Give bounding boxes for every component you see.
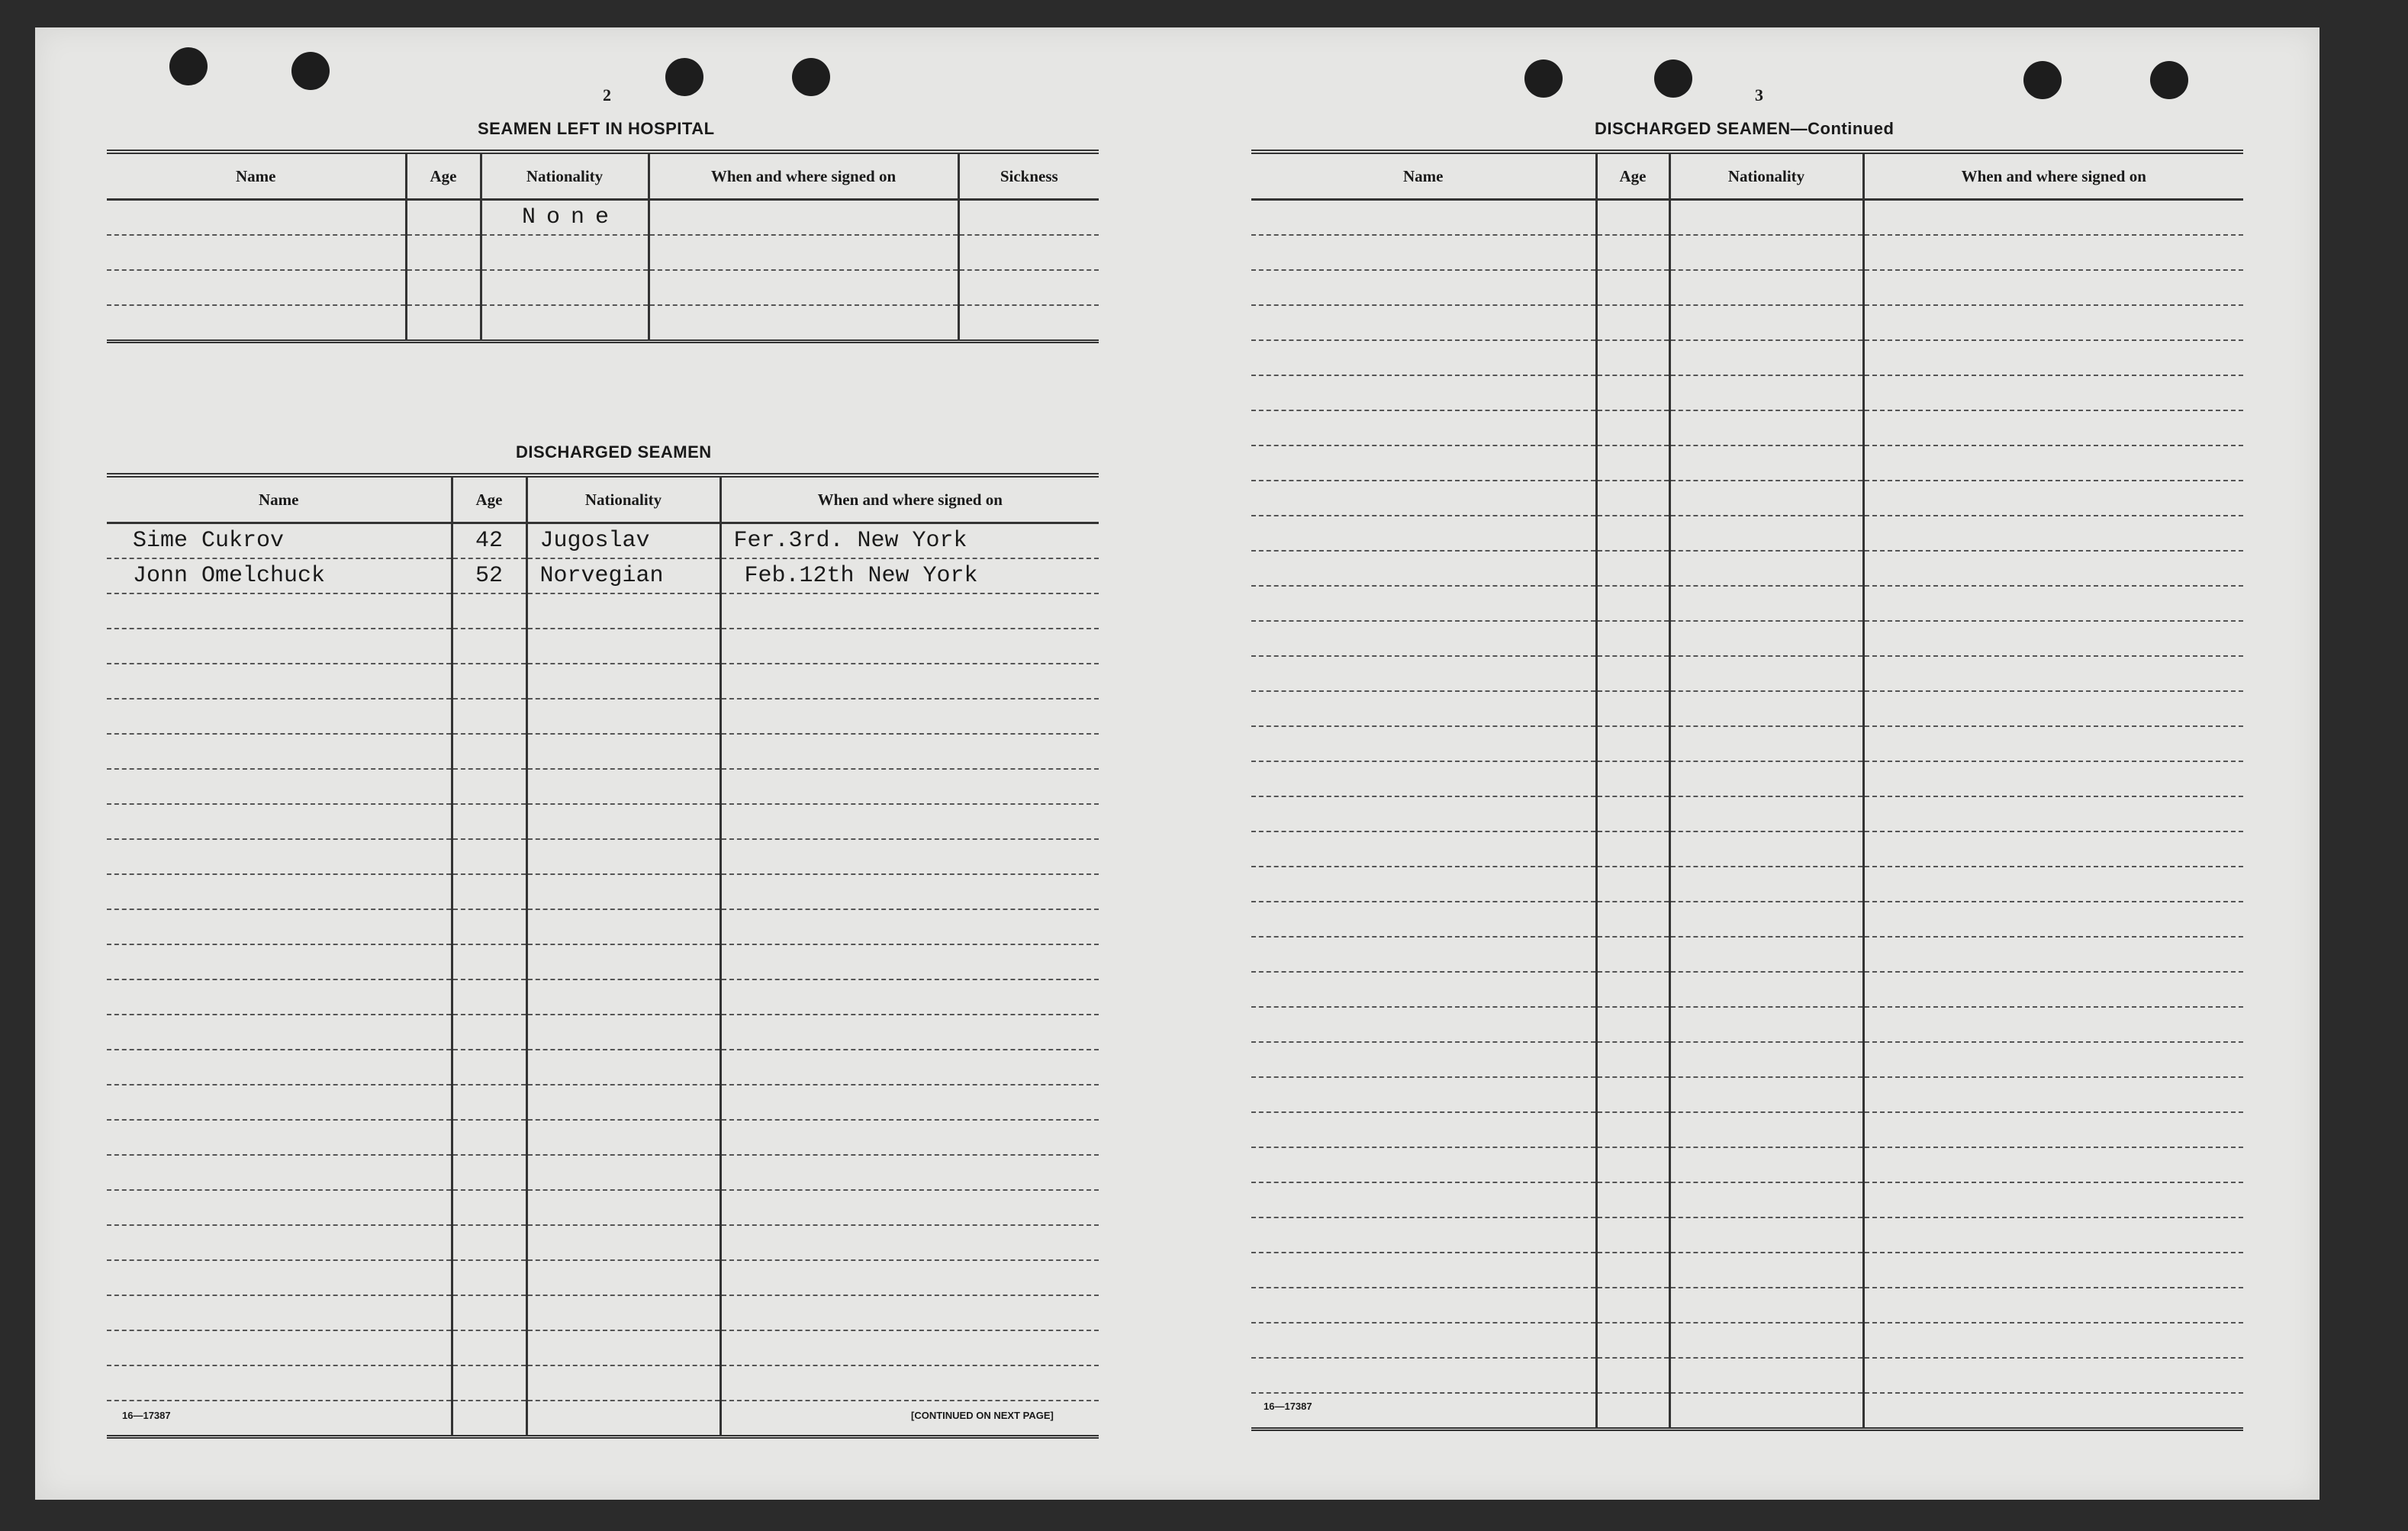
table-row [1251, 410, 2243, 445]
table-row [1251, 621, 2243, 656]
table-row [1251, 1042, 2243, 1077]
column-header: When and where signed on [649, 152, 958, 200]
hospital-table [107, 150, 1099, 343]
table-row [1251, 761, 2243, 796]
table-row [1251, 1007, 2243, 1042]
form-number-right: 16—17387 [1264, 1401, 1312, 1412]
table-row [107, 1015, 1099, 1050]
form-number-left: 16—17387 [122, 1410, 171, 1421]
table-row [107, 944, 1099, 979]
table-row [1251, 305, 2243, 340]
table-row [107, 593, 1099, 629]
seaman-name: Jonn Omelchuck [107, 558, 452, 593]
table-row [1251, 375, 2243, 410]
table-row [1251, 796, 2243, 831]
table-row [107, 1155, 1099, 1190]
page-number-left: 2 [603, 85, 611, 105]
table-row [107, 909, 1099, 944]
column-header: Nationality [526, 475, 720, 523]
punch-hole [291, 52, 330, 90]
hospital-title: SEAMEN LEFT IN HOSPITAL [478, 119, 715, 138]
continued-note: [CONTINUED ON NEXT PAGE] [911, 1410, 1054, 1421]
seaman-age: 52 [452, 558, 526, 593]
discharged-title: DISCHARGED SEAMEN [516, 442, 712, 462]
table-row [107, 1050, 1099, 1085]
seaman-name: Sime Cukrov [107, 523, 452, 559]
column-header: Sickness [958, 152, 1099, 200]
punch-hole [1524, 60, 1563, 98]
discharged-continued-title: DISCHARGED SEAMEN—Continued [1595, 119, 1895, 138]
table-row [107, 523, 1099, 559]
table-row [107, 235, 1099, 270]
column-header: Age [452, 475, 526, 523]
table-row [107, 664, 1099, 699]
table-row [1251, 656, 2243, 691]
table-row [107, 1365, 1099, 1401]
table-row [107, 1295, 1099, 1330]
seaman-signed-on: Feb.12th New York [720, 558, 1099, 593]
table-row [107, 839, 1099, 874]
table-row [1251, 481, 2243, 516]
table-row [107, 979, 1099, 1015]
table-row [1251, 1358, 2243, 1393]
table-row [1251, 867, 2243, 902]
table-row [1251, 270, 2243, 305]
table-row [1251, 1077, 2243, 1112]
table-row [1251, 972, 2243, 1007]
punch-hole [665, 58, 703, 96]
table-row [1251, 1323, 2243, 1358]
table-row [1251, 1393, 2243, 1430]
table-row [107, 1225, 1099, 1260]
column-header: Nationality [481, 152, 649, 200]
punch-hole [169, 47, 208, 85]
none-entry: None [481, 200, 649, 236]
discharged-table [107, 473, 1099, 1439]
table-row [107, 629, 1099, 664]
table-row [1251, 1147, 2243, 1182]
table-row [107, 305, 1099, 342]
table-row [1251, 235, 2243, 270]
punch-hole [792, 58, 830, 96]
page-number-right: 3 [1755, 85, 1763, 105]
seaman-age: 42 [452, 523, 526, 559]
table-row [107, 1085, 1099, 1120]
table-row [1251, 586, 2243, 621]
table-row [1251, 726, 2243, 761]
column-header: Name [107, 475, 452, 523]
table-row [107, 1190, 1099, 1225]
column-header: When and where signed on [1863, 152, 2243, 200]
column-header: When and where signed on [720, 475, 1099, 523]
column-header: Name [1251, 152, 1596, 200]
punch-hole [1654, 60, 1692, 98]
table-row [107, 1330, 1099, 1365]
table-row [1251, 551, 2243, 586]
table-row [107, 699, 1099, 734]
column-header: Name [107, 152, 406, 200]
seaman-nationality: Jugoslav [526, 523, 720, 559]
table-row [1251, 516, 2243, 551]
punch-hole [2150, 61, 2188, 99]
table-row [1251, 1288, 2243, 1323]
column-header: Nationality [1669, 152, 1863, 200]
table-row [1251, 1112, 2243, 1147]
table-row [1251, 445, 2243, 481]
table-row [107, 270, 1099, 305]
table-row [107, 1120, 1099, 1155]
table-row [1251, 902, 2243, 937]
table-row [1251, 831, 2243, 867]
table-row [1251, 1217, 2243, 1253]
column-header: Age [406, 152, 481, 200]
column-header: Age [1596, 152, 1669, 200]
table-row [107, 558, 1099, 593]
punch-hole [2023, 61, 2062, 99]
table-row [1251, 937, 2243, 972]
table-row [1251, 1253, 2243, 1288]
discharged-continued-table [1251, 150, 2243, 1431]
table-row [1251, 200, 2243, 236]
seaman-signed-on: Fer.3rd. New York [720, 523, 1099, 559]
seaman-nationality: Norvegian [526, 558, 720, 593]
table-row [107, 804, 1099, 839]
table-row [107, 1260, 1099, 1295]
table-row [107, 874, 1099, 909]
table-row [107, 200, 1099, 236]
table-row [107, 769, 1099, 804]
table-row [1251, 1182, 2243, 1217]
table-row [1251, 691, 2243, 726]
table-row [1251, 340, 2243, 375]
table-row [107, 734, 1099, 769]
